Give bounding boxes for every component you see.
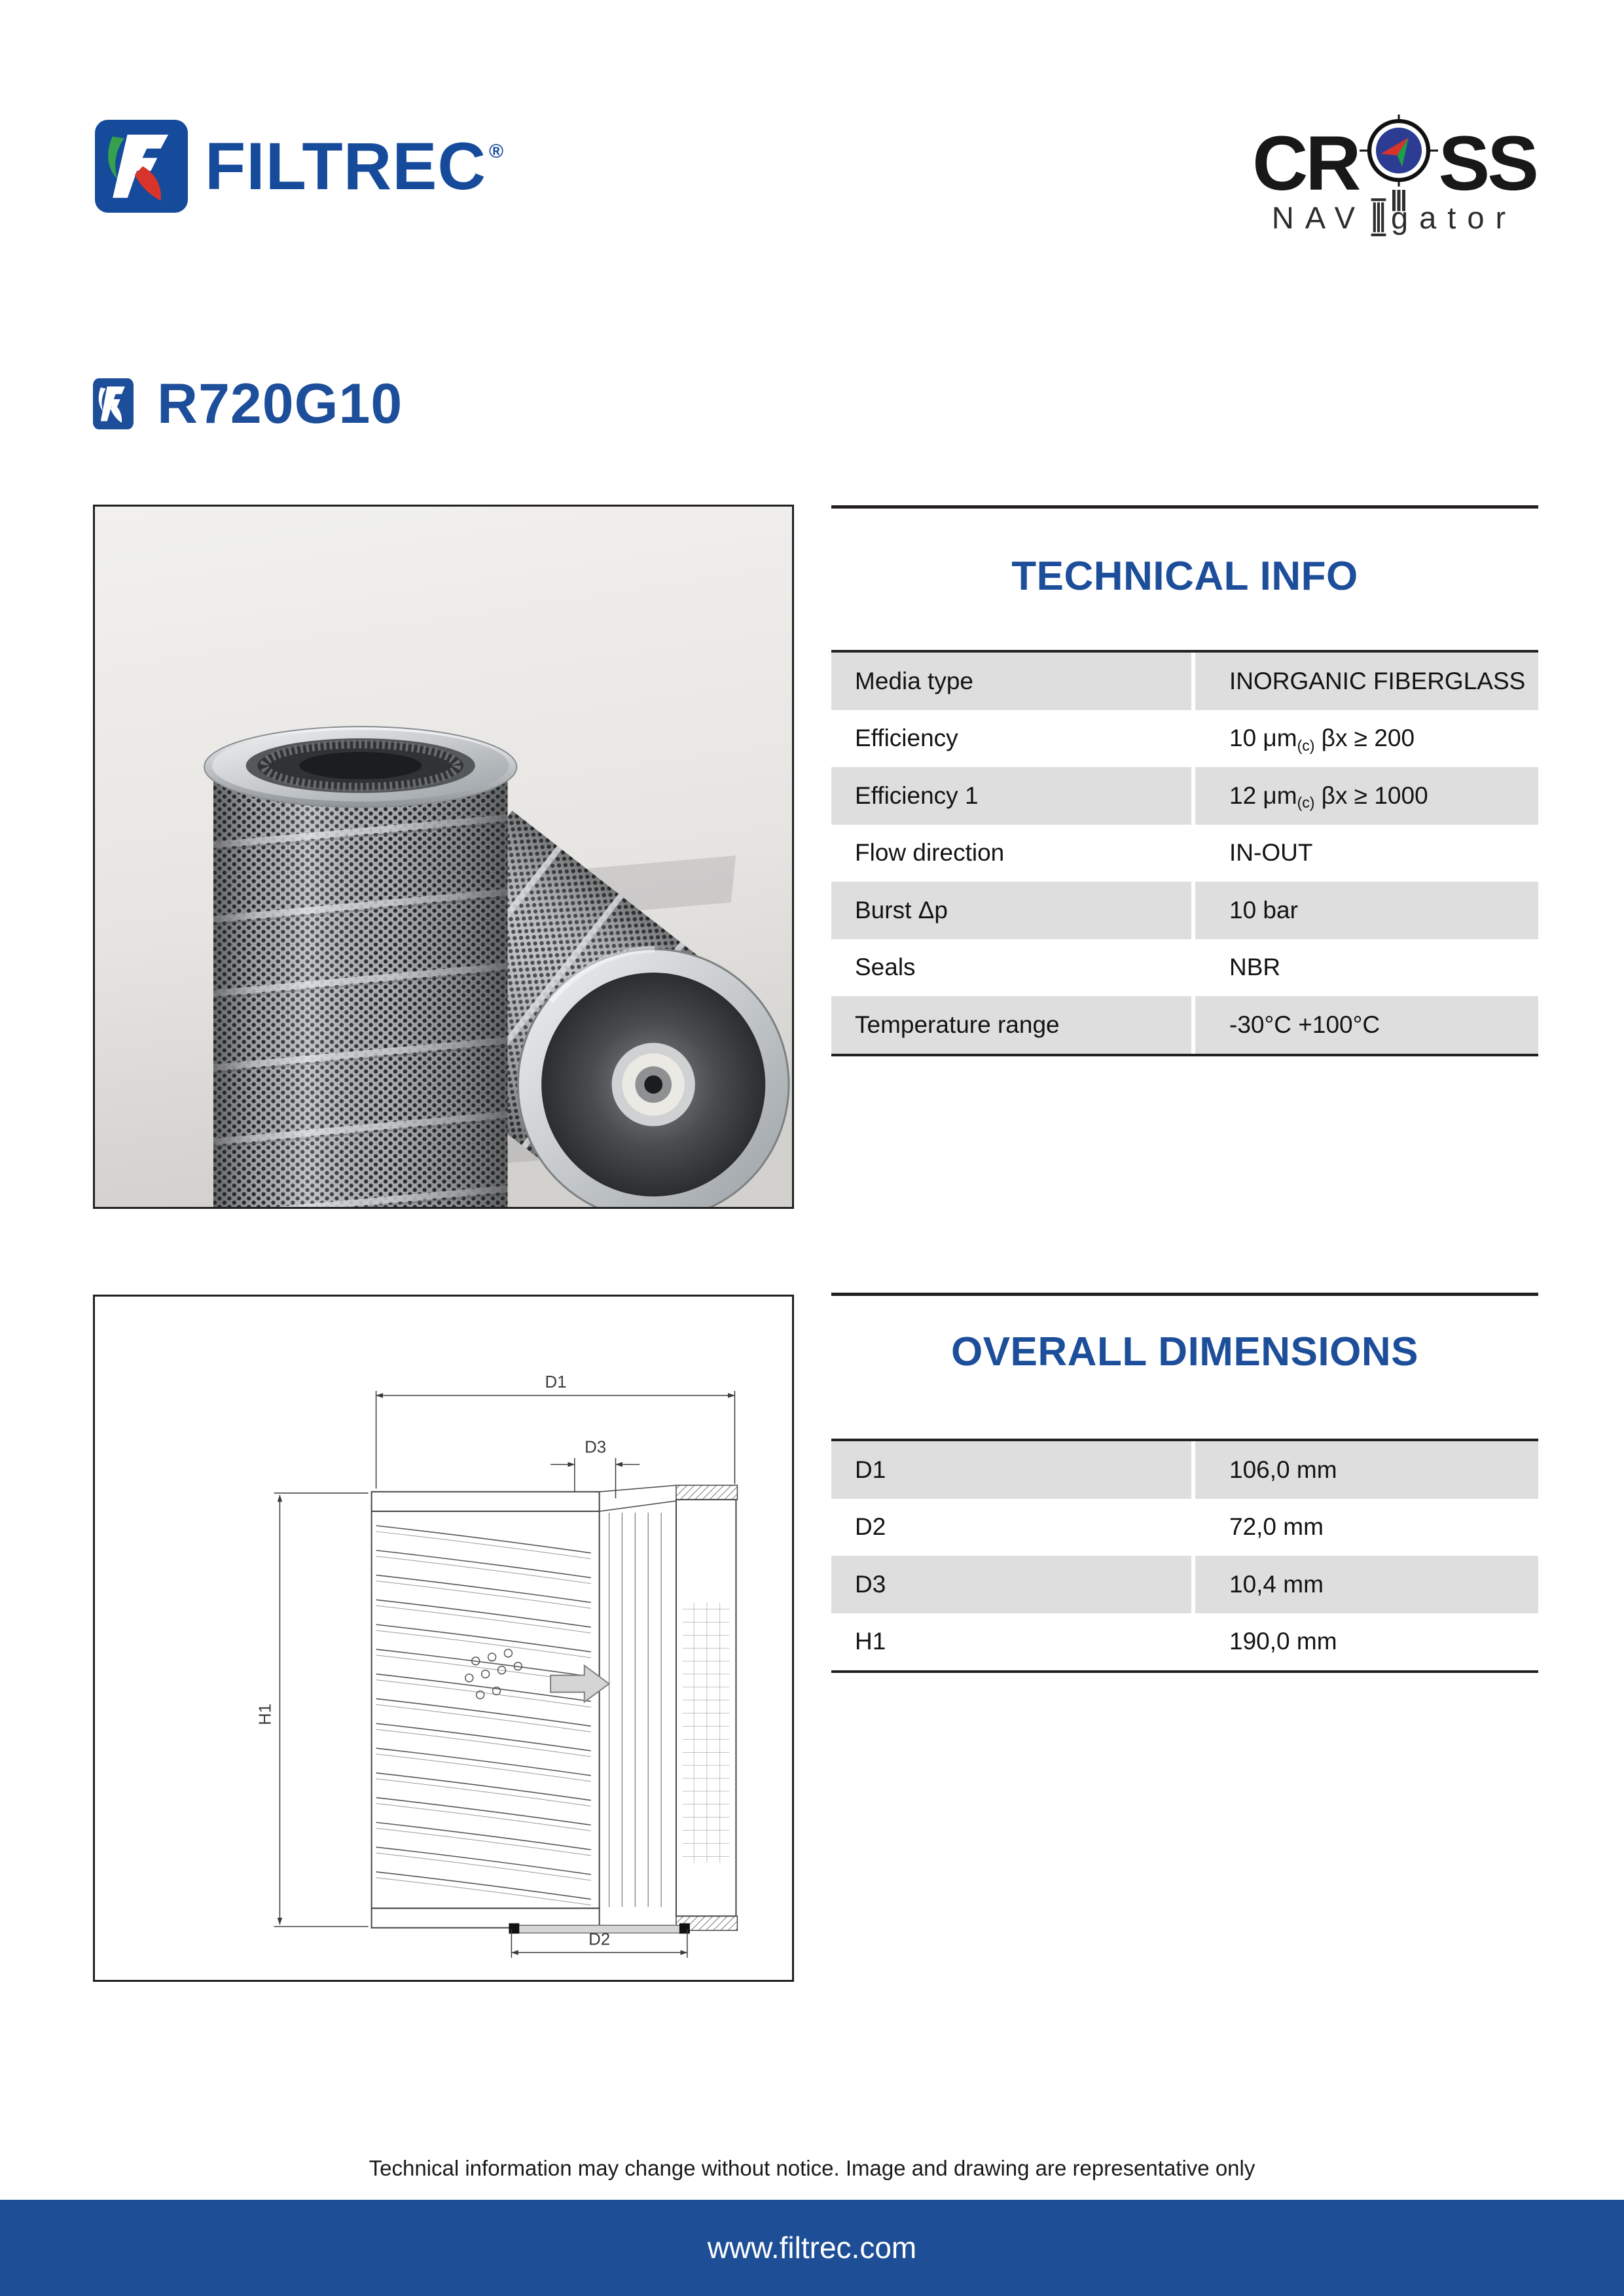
navigator-left: NAV: [1271, 200, 1366, 235]
spec-value: 190,0 mm: [1229, 1628, 1337, 1655]
spec-row: [831, 1499, 1538, 1556]
spec-label: Seals: [855, 954, 916, 981]
navigator-right: gator: [1391, 200, 1517, 235]
dim-label-d1: D1: [545, 1373, 567, 1392]
spec-row: [831, 882, 1538, 939]
spec-value: 10,4 mm: [1195, 1556, 1538, 1613]
spec-value: INORGANIC FIBERGLASS: [1195, 653, 1538, 710]
navigator-wordmark: [1247, 197, 1542, 238]
technical-info-title: TECHNICAL INFO: [1011, 554, 1358, 599]
filtrec-f-mark-icon: [95, 120, 188, 213]
spec-value: IN-OUT: [1229, 839, 1313, 867]
spec-label: H1: [855, 1628, 886, 1655]
filtrec-logo: [95, 120, 504, 213]
dim-d1: [376, 1391, 735, 1488]
disclaimer-text: Technical information may change without notice. Image and drawing are representative only: [369, 2156, 1255, 2180]
spec-label: Flow direction: [855, 839, 1005, 867]
overall-dimensions-table: [831, 1439, 1538, 1673]
technical-info-rule: [831, 505, 1538, 509]
spec-value: 10 μm (c) βx ≥ 200: [1229, 725, 1415, 754]
cross-navigator-logo: [1247, 115, 1542, 238]
spec-label: D2: [855, 1513, 886, 1541]
dim-h1: [274, 1493, 368, 1926]
website-url: www.filtrec.com: [707, 2231, 917, 2265]
dim-label-d3: D3: [585, 1438, 607, 1457]
spec-row: [831, 1556, 1538, 1613]
filter-element-standing: [204, 726, 516, 1207]
spec-row: [831, 996, 1538, 1054]
spec-value: 10 bar: [1195, 882, 1538, 939]
technical-info-table: [831, 650, 1538, 1056]
cross-wordmark: [1247, 115, 1542, 213]
spec-label: Efficiency 1: [831, 767, 1191, 825]
spec-label: Efficiency: [855, 725, 958, 752]
product-title-row: [93, 372, 403, 435]
dimension-drawing: [95, 1297, 792, 1980]
spec-value: NBR: [1229, 954, 1281, 981]
overall-dimensions-title: OVERALL DIMENSIONS: [950, 1329, 1419, 1374]
spec-row: [831, 767, 1538, 825]
spec-label: Media type: [831, 653, 1191, 710]
spec-row: [831, 1613, 1538, 1671]
spec-value: 72,0 mm: [1229, 1513, 1324, 1541]
spec-value: -30°C +100°C: [1195, 996, 1538, 1054]
product-photo-frame: [93, 505, 794, 1209]
product-code: R720G10: [157, 372, 403, 435]
cross-wordmark-left: CR: [1252, 120, 1359, 207]
spec-label: Burst Δp: [831, 882, 1191, 939]
overall-dimensions-rule: [831, 1293, 1538, 1296]
cross-wordmark-right: SS: [1438, 120, 1536, 207]
footer-bar: [0, 2200, 1624, 2296]
dimension-drawing-frame: [93, 1295, 794, 1982]
spec-row: [831, 939, 1538, 997]
spec-row: [831, 825, 1538, 882]
spec-value: 106,0 mm: [1195, 1441, 1538, 1499]
column-i-icon: [1367, 197, 1390, 238]
spec-row: [831, 653, 1538, 710]
spec-row: [831, 710, 1538, 768]
dim-label-h1: H1: [256, 1703, 275, 1725]
spec-value: 12 μm (c) βx ≥ 1000: [1195, 767, 1538, 825]
product-f-mark-icon: [93, 378, 134, 429]
filtrec-wordmark: FILTREC: [205, 129, 487, 204]
spec-label: D3: [831, 1556, 1191, 1613]
spec-label: D1: [831, 1441, 1191, 1499]
spec-label: Temperature range: [831, 996, 1191, 1054]
product-photo: [95, 507, 792, 1207]
spec-row: [831, 1441, 1538, 1499]
dim-label-d2: D2: [588, 1930, 611, 1949]
registered-trademark: ®: [489, 141, 504, 162]
